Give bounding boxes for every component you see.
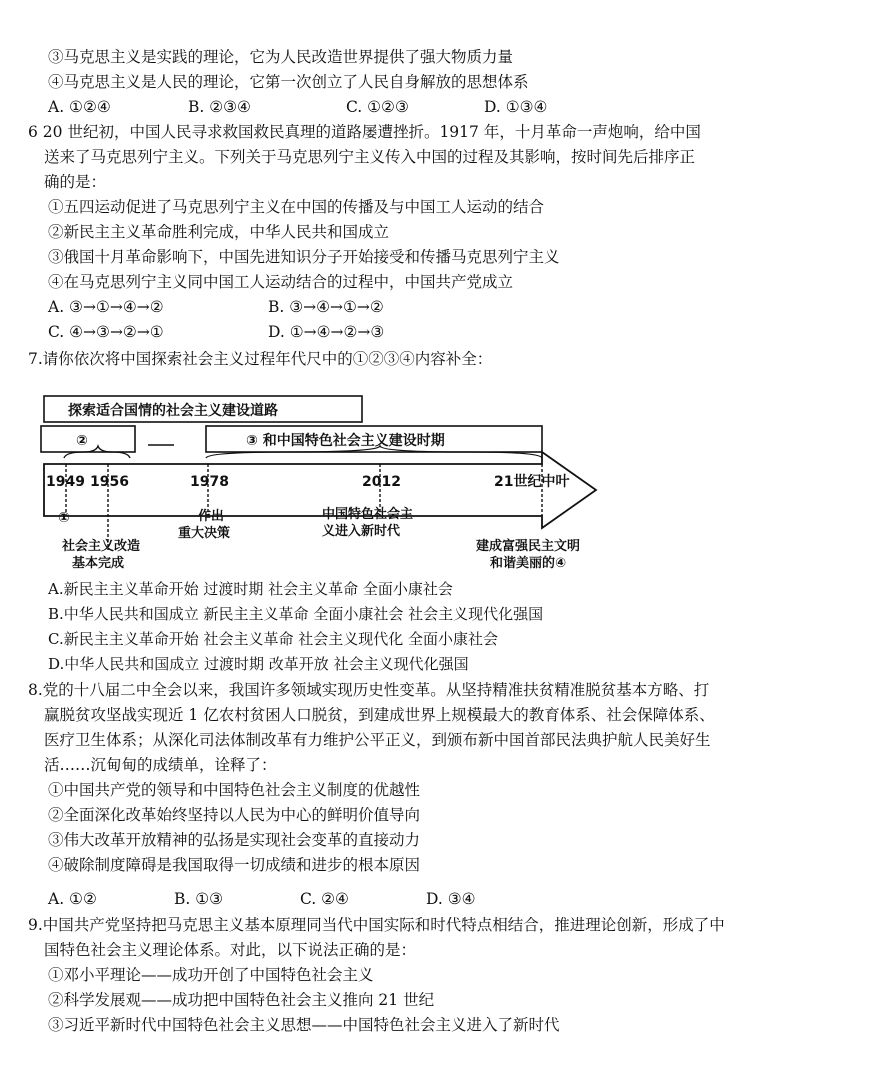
q8-statement-1: ①中国共产党的领导和中国特色社会主义制度的优越性 [48,781,421,799]
q6-option-d[interactable]: D. ①→④→②→③ [268,323,385,341]
timeline-note-2012-a: 中国特色社会主 [322,507,414,522]
timeline-note-21-a: 建成富强民主文明 [476,539,581,554]
q8-statement-4: ④破除制度障碍是我国取得一切成绩和进步的根本原因 [48,856,421,874]
timeline-box-3-label: ③ 和中国特色社会主义建设时期 [246,433,445,449]
q6-statement-1: ①五四运动促进了马克思列宁主义在中国的传播及与中国工人运动的结合 [48,198,545,216]
q8-stem-line-4: 活……沉甸甸的成绩单，诠释了： [44,756,277,774]
q9-statement-3: ③习近平新时代中国特色社会主义思想——中国特色社会主义进入了新时代 [48,1016,560,1034]
q7-option-c[interactable]: C.新民主主义革命开始 社会主义革命 社会主义现代化 全面小康社会 [48,630,499,648]
timeline-mark-1: ① [58,510,70,526]
timeline-note-1978-b: 重大决策 [178,526,231,541]
q6-statement-3: ③俄国十月革命影响下，中国先进知识分子开始接受和传播马克思列宁主义 [48,248,560,266]
q7-stem: 7.请你依次将中国探索社会主义过程年代尺中的①②③④内容补全： [28,350,493,368]
q6-statement-4: ④在马克思列宁主义同中国工人运动结合的过程中，中国共产党成立 [48,273,514,291]
timeline-box-2-label: ② [76,433,88,449]
q6-option-b[interactable]: B. ③→④→①→② [268,298,384,316]
q6-stem-line-2: 送来了马克思列宁主义。下列关于马克思列宁主义传入中国的过程及其影响，按时间先后排序正 [44,148,696,166]
timeline-note-1956-a: 社会主义改造 [62,539,141,554]
q5-statement-3: ③马克思主义是实践的理论，它为人民改造世界提供了强大物质力量 [48,48,514,66]
timeline-year-1949: 1949 [46,474,85,490]
q8-statement-2: ②全面深化改革始终坚持以人民为中心的鲜明价值导向 [48,806,421,824]
timeline-box-2 [41,426,135,452]
q5-options [48,97,547,117]
timeline-year-1978: 1978 [190,474,229,490]
q6-statement-2: ②新民主主义革命胜利完成，中华人民共和国成立 [48,223,390,241]
timeline-note-2012-b: 义进入新时代 [322,524,401,539]
q7-option-d[interactable]: D.中华人民共和国成立 过渡时期 改革开放 社会主义现代化强国 [48,655,469,673]
q8-option-d[interactable]: D. ③④ [426,890,476,908]
q8-statement-3: ③伟大改革开放精神的弘扬是实现社会变革的直接动力 [48,831,421,849]
q8-options [48,889,476,909]
q9-statement-1: ①邓小平理论——成功开创了中国特色社会主义 [48,966,374,984]
q5-option-a[interactable]: A. ①②④ [48,98,111,116]
q7-option-a[interactable]: A.新民主主义革命开始 过渡时期 社会主义革命 全面小康社会 [48,580,453,598]
q8-option-a[interactable]: A. ①② [48,890,97,908]
q6-stem-line-3: 确的是： [44,173,107,191]
timeline-year-1956: 1956 [90,474,129,490]
timeline-year-21st-century: 21世纪中叶 [494,474,570,490]
timeline-title: 探索适合国情的社会主义建设道路 [68,403,278,419]
q6-option-c[interactable]: C. ④→③→②→① [48,323,164,341]
q7-timeline-figure [38,390,618,572]
q9-stem-line-1: 9.中国共产党坚持把马克思主义基本原理同当代中国实际和时代特点相结合，推进理论创新，形成了中 [28,916,725,934]
q9-stem-line-2: 国特色社会主义理论体系。对此，以下说法正确的是： [44,941,417,959]
q5-option-d[interactable]: D. ①③④ [484,98,548,116]
q8-stem-line-2: 赢脱贫攻坚战实现近 1 亿农村贫困人口脱贫，到建成世界上规模最大的教育体系、社会保障体系、 [44,706,715,724]
timeline-note-1956-b: 基本完成 [72,556,125,571]
timeline-year-2012: 2012 [362,474,401,490]
q5-statement-4: ④马克思主义是人民的理论，它第一次创立了人民自身解放的思想体系 [48,73,529,91]
q8-option-c[interactable]: C. ②④ [300,890,349,908]
timeline-note-21-b: 和谐美丽的④ [490,556,567,571]
q8-option-b[interactable]: B. ①③ [174,890,224,908]
q9-statement-2: ②科学发展观——成功把中国特色社会主义推向 21 世纪 [48,991,435,1009]
timeline-arrow-bar [44,452,596,528]
q7-option-b[interactable]: B.中华人民共和国成立 新民主主义革命 全面小康社会 社会主义现代化强国 [48,605,544,623]
q8-stem-line-1: 8.党的十八届二中全会以来，我国许多领域实现历史性变革。从坚持精准扶贫精准脱贫基本方略、打 [28,681,710,699]
q5-option-c[interactable]: C. ①②③ [346,98,409,116]
q6-option-a[interactable]: A. ③→①→④→② [48,298,164,316]
timeline-note-1978-a: 作出 [198,509,225,524]
q5-option-b[interactable]: B. ②③④ [188,98,251,116]
q8-stem-line-3: 医疗卫生体系；从深化司法体制改革有力维护公平正义，到颁布新中国首部民法典护航人民美好生 [44,731,711,749]
q6-stem-line-1: 6 20 世纪初，中国人民寻求救国救民真理的道路屡遭挫折。1917 年，十月革命一声炮响，给中国 [28,123,701,141]
